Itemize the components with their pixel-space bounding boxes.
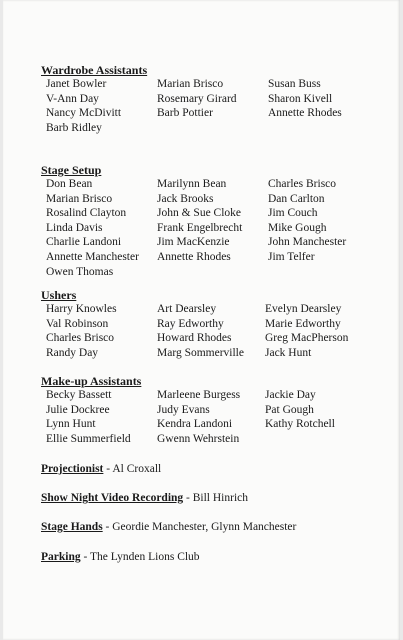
name-entry: Marg Sommerville	[157, 346, 244, 359]
section-heading: Stage Setup	[41, 163, 102, 177]
name-entry: Marian Brisco	[46, 192, 113, 205]
name-entry: Jackie Day	[265, 389, 316, 401]
name-entry: Evelyn Dearsley	[265, 303, 342, 315]
name-entry: Howard Rhodes	[157, 332, 232, 345]
name-entry: Harry Knowles	[46, 303, 117, 315]
name-entry: John & Sue Cloke	[157, 207, 242, 220]
section-heading: Wardrobe Assistants	[41, 63, 148, 77]
name-entry: Gwenn Wehrstein	[157, 432, 240, 445]
name-entry: Lynn Hunt	[46, 418, 96, 431]
credit-label: Show Night Video Recording	[41, 492, 184, 504]
credit-text: - Bill Hinrich	[183, 492, 249, 504]
name-entry: Linda Davis	[46, 221, 103, 234]
credit-parking	[41, 550, 200, 564]
name-entry: Susan Buss	[268, 78, 321, 90]
name-entry: V-Ann Day	[46, 92, 99, 105]
name-entry: Rosalind Clayton	[46, 207, 127, 220]
section-heading: Ushers	[41, 288, 77, 302]
name-entry: Kendra Landoni	[157, 418, 233, 431]
name-column-2	[157, 302, 244, 360]
name-entry: Julie Dockree	[46, 403, 110, 416]
name-entry: Ray Edworthy	[157, 317, 224, 330]
name-column-3	[268, 177, 346, 265]
name-entry: Charles Brisco	[46, 332, 115, 345]
name-entry: Annette Rhodes	[268, 107, 342, 120]
name-column-3	[265, 302, 348, 360]
name-column-3	[268, 77, 342, 121]
name-entry: Barb Pottier	[157, 107, 213, 120]
name-entry: Jim Telfer	[268, 250, 315, 263]
name-entry: Dan Carlton	[268, 192, 325, 205]
name-entry: Owen Thomas	[46, 265, 114, 278]
name-entry: Marie Edworthy	[265, 317, 341, 330]
name-entry: Jack Brooks	[157, 192, 214, 205]
program-page	[3, 0, 400, 640]
name-entry: Rosemary Girard	[157, 92, 237, 105]
name-entry: Pat Gough	[265, 403, 314, 416]
name-column-1	[46, 177, 139, 279]
name-entry: Randy Day	[46, 346, 99, 359]
name-entry: Jim Couch	[268, 207, 318, 220]
name-entry: Val Robinson	[46, 317, 109, 330]
name-entry: Annette Rhodes	[157, 250, 231, 263]
credit-label: Parking	[41, 551, 81, 563]
name-entry: Marilynn Bean	[157, 178, 227, 190]
name-column-1	[46, 302, 117, 360]
name-entry: Jim MacKenzie	[157, 236, 230, 249]
credit-text: - The Lynden Lions Club	[80, 551, 200, 563]
name-entry: Jack Hunt	[265, 346, 312, 359]
name-entry: Charles Brisco	[268, 178, 337, 190]
credit-video-recording	[41, 491, 248, 505]
name-column-2	[157, 388, 240, 446]
name-column-1	[46, 388, 131, 446]
name-entry: Judy Evans	[157, 403, 210, 416]
name-entry: Don Bean	[46, 178, 93, 190]
name-entry: Marleene Burgess	[157, 389, 241, 401]
name-column-1	[46, 77, 121, 135]
section-heading: Make-up Assistants	[41, 374, 142, 388]
credit-stage-hands	[41, 520, 296, 534]
name-entry: Janet Bowler	[46, 78, 107, 90]
name-column-2	[157, 177, 242, 265]
credit-text: - Al Croxall	[103, 463, 162, 475]
name-entry: Mike Gough	[268, 221, 327, 234]
name-entry: Becky Bassett	[46, 389, 112, 401]
name-entry: Annette Manchester	[46, 250, 139, 263]
name-entry: John Manchester	[268, 236, 347, 249]
name-entry: Frank Engelbrecht	[157, 221, 243, 234]
name-entry: Nancy McDivitt	[46, 107, 122, 120]
credit-label: Projectionist	[41, 463, 104, 475]
name-column-3	[265, 388, 335, 432]
name-entry: Art Dearsley	[157, 303, 217, 315]
name-entry: Kathy Rotchell	[265, 418, 335, 431]
name-entry: Ellie Summerfield	[46, 432, 131, 445]
credit-projectionist	[41, 462, 161, 476]
name-entry: Marian Brisco	[157, 78, 224, 90]
name-entry: Sharon Kivell	[268, 92, 333, 105]
name-entry: Charlie Landoni	[46, 236, 122, 249]
name-entry: Barb Ridley	[46, 121, 102, 134]
name-entry: Greg MacPherson	[265, 332, 349, 345]
name-column-2	[157, 77, 237, 121]
credit-text: - Geordie Manchester, Glynn Manchester	[102, 521, 297, 533]
credit-label: Stage Hands	[41, 521, 103, 533]
